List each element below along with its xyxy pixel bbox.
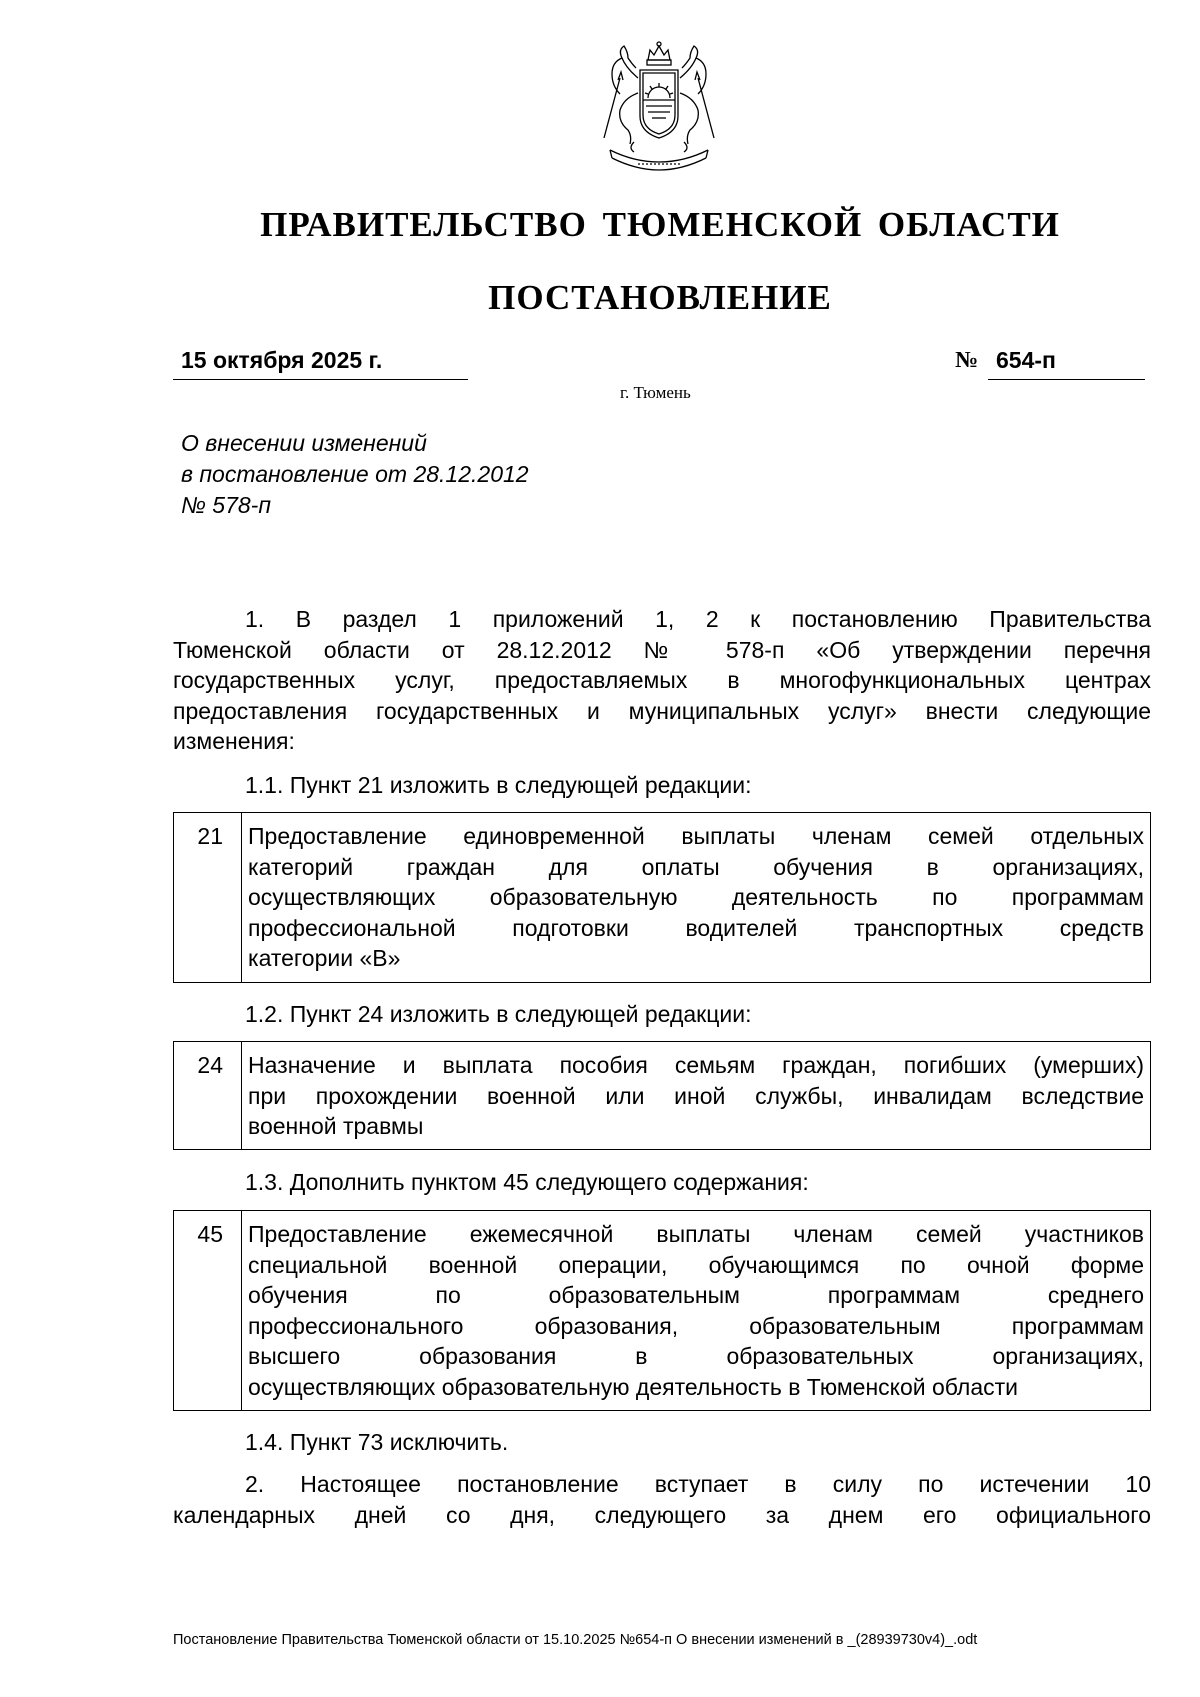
- table-line: профессионального образования, образовательным программам: [248, 1312, 1144, 1339]
- table-line: высшего образования в образовательных организациях,: [248, 1343, 1144, 1369]
- page-footer: Постановление Правительства Тюменской области от 15.10.2025 №654-п О внесении изменений в _(28939730v4)_.odt: [173, 1632, 978, 1648]
- paragraph-line: государственных услуг, предоставляемых в многофункциональных центрах: [173, 667, 1151, 693]
- paragraph-line: 2. Настоящее постановление вступает в силу по истечении 10: [245, 1471, 1151, 1497]
- subject-line: в постановление от 28.12.2012: [181, 461, 529, 487]
- subject-heading: [181, 428, 529, 521]
- organization-title: ПРАВИТЕЛЬСТВО ТЮМЕНСКОЙ ОБЛАСТИ: [260, 205, 1060, 244]
- table-line: обучения по образовательным программам среднего: [248, 1282, 1144, 1308]
- document-number-field: [955, 347, 1145, 379]
- paragraph-line: 1. В раздел 1 приложений 1, 2 к постановлению Правительства: [245, 606, 1151, 632]
- document-date: 15 октября 2025 г.: [181, 347, 383, 373]
- table-item-45: [173, 1210, 1151, 1411]
- table-line: профессиональной подготовки водителей транспортных средств: [248, 914, 1144, 941]
- table-line: военной травмы: [248, 1113, 424, 1139]
- paragraph-line: изменения:: [173, 728, 295, 754]
- paragraph-1-4: 1.4. Пункт 73 исключить.: [245, 1429, 509, 1455]
- paragraph-2: [173, 1469, 1151, 1530]
- paragraph-line: Тюменской области от 28.12.2012 № 578-п «Об утверждении перечня: [173, 636, 1151, 663]
- paragraph-line: календарных дней со дня, следующего за днем его официального: [173, 1501, 1151, 1528]
- document-type-title: ПОСТАНОВЛЕНИЕ: [488, 278, 832, 317]
- document-number: 654-п: [996, 347, 1056, 373]
- table-line: категорий граждан для оплаты обучения в организациях,: [248, 853, 1144, 880]
- subject-line: № 578-п: [181, 492, 271, 518]
- subject-line: О внесении изменений: [181, 430, 427, 456]
- table-line: специальной военной операции, обучающимся по очной форме: [248, 1251, 1144, 1278]
- table-line: при прохождении военной или иной службы, инвалидам вследствие: [248, 1082, 1144, 1109]
- coat-of-arms-icon: [598, 38, 720, 178]
- table-item-number: 24: [174, 1042, 242, 1149]
- table-item-text: [248, 1219, 1144, 1402]
- table-item-text: [248, 1050, 1144, 1142]
- paragraph-1-2: 1.2. Пункт 24 изложить в следующей редакции:: [245, 1001, 752, 1027]
- table-item-number: 21: [174, 813, 242, 982]
- paragraph-1-3: 1.3. Дополнить пунктом 45 следующего содержания:: [245, 1169, 809, 1195]
- table-item-21: [173, 812, 1151, 983]
- table-item-text: [248, 821, 1144, 974]
- table-line: Назначение и выплата пособия семьям граждан, погибших (умерших): [248, 1052, 1144, 1078]
- document-date-field: [173, 347, 468, 380]
- number-sign: №: [955, 347, 979, 372]
- city-label: г. Тюмень: [620, 383, 691, 402]
- table-line: осуществляющих образовательную деятельность по программам: [248, 884, 1144, 910]
- table-line: Предоставление ежемесячной выплаты членам семей участников: [248, 1221, 1144, 1247]
- table-item-24: [173, 1041, 1151, 1150]
- table-line: осуществляющих образовательную деятельность в Тюменской области: [248, 1373, 1019, 1400]
- table-line: категории «B»: [248, 945, 401, 971]
- paragraph-1-1: 1.1. Пункт 21 изложить в следующей редакции:: [245, 772, 752, 798]
- paragraph-line: предоставления государственных и муниципальных услуг» внести следующие: [173, 697, 1151, 724]
- table-item-number: 45: [174, 1211, 242, 1410]
- paragraph-1: [173, 604, 1151, 757]
- table-line: Предоставление единовременной выплаты членам семей отдельных: [248, 823, 1144, 849]
- document-number-line: [988, 347, 1145, 380]
